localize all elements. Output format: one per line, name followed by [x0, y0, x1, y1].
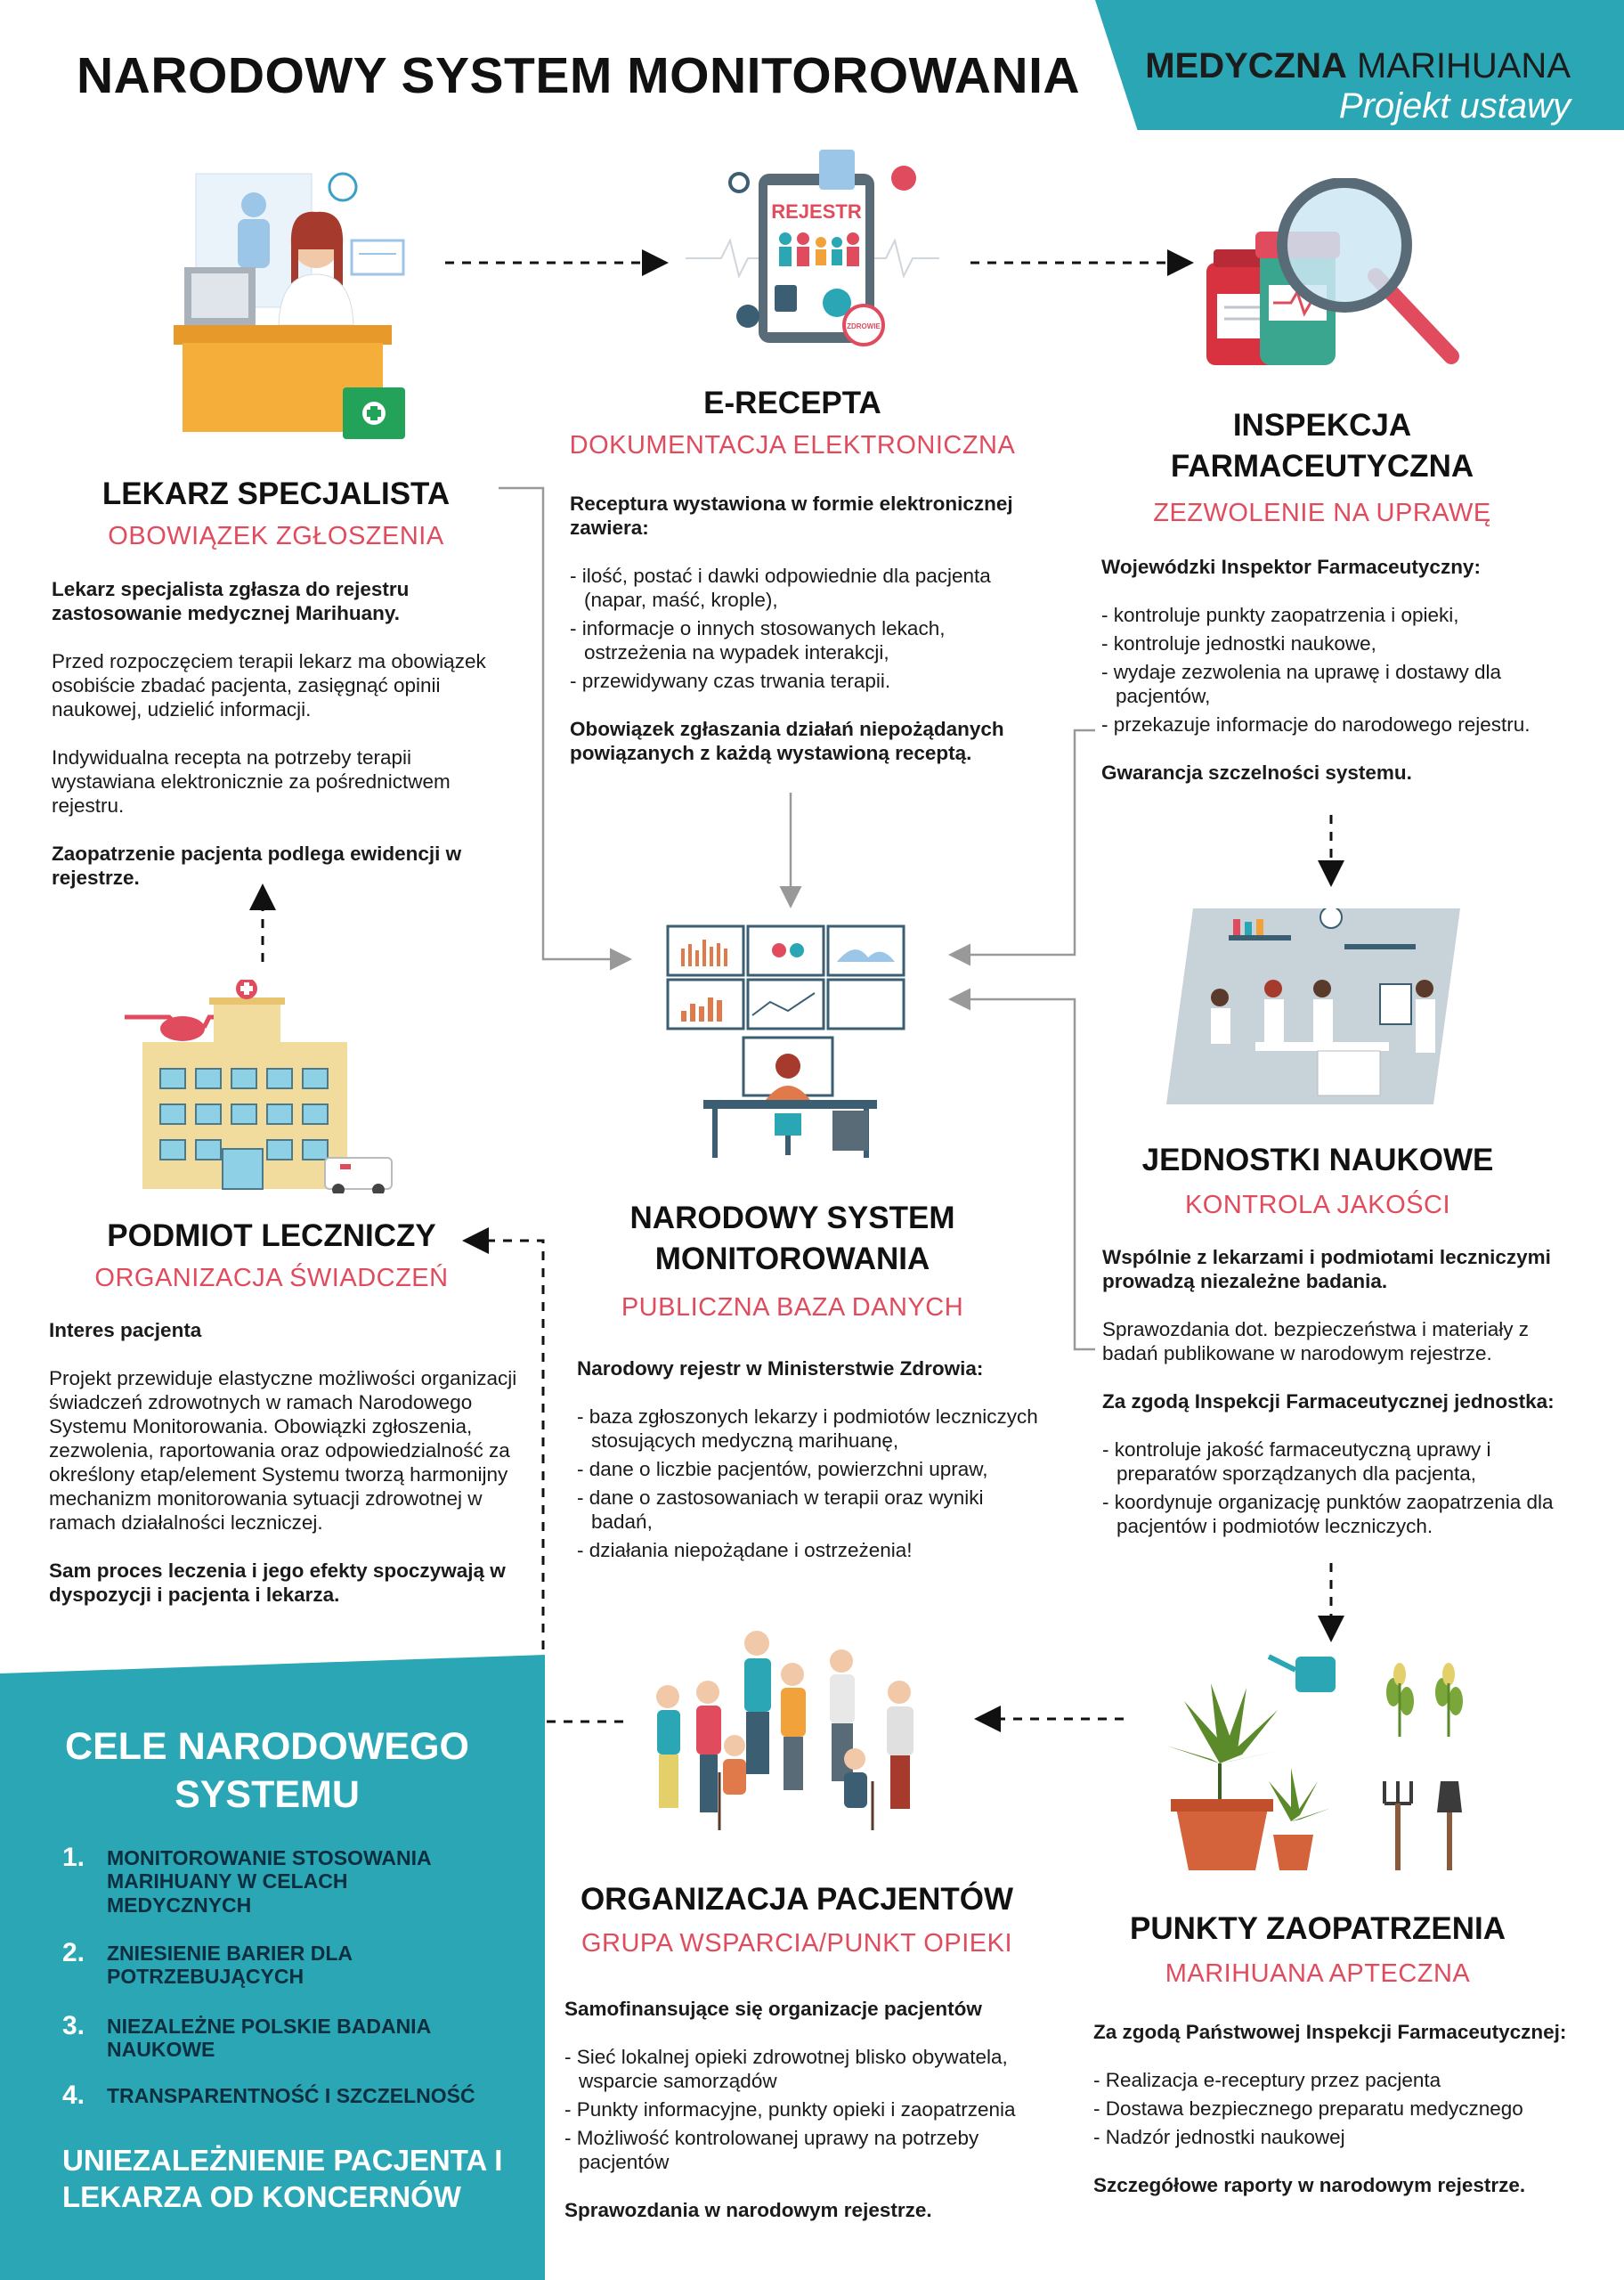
central-intro: Narodowy rejestr w Ministerstwie Zdrowia:	[577, 1357, 984, 1380]
corner-title-rest: MARIHUANA	[1346, 46, 1571, 86]
erecepta-item: - ilość, postać i dawki odpowiednie dla pacjenta (napar, maść, krople),	[570, 564, 1051, 612]
jednostki-item: - koordynuje organizację punktów zaopatrzenia dla pacjentów i podmiotów leczniczych.	[1102, 1490, 1583, 1538]
lekarz-body	[52, 577, 515, 914]
jednostki-p1: Wspólnie z lekarzami i podmiotami leczniczymi prowadzą niezależne badania.	[1102, 1246, 1551, 1292]
punkty-item: - Dostawa bezpiecznego preparatu medycznego	[1093, 2097, 1592, 2121]
jednostki-title: JEDNOSTKI NAUKOWE	[1141, 1143, 1494, 1177]
laboratory-icon	[1166, 908, 1460, 1104]
podmiot-subtitle: ORGANIZACJA ŚWIADCZEŃ	[94, 1264, 449, 1292]
punkty-title: PUNKTY ZAOPATRZENIA	[1130, 1911, 1506, 1946]
lekarz-title: LEKARZ SPECJALISTA	[102, 476, 451, 511]
goal-text: MONITOROWANIE STOSOWANIA MARIHUANY W CELACH MEDYCZNYCH	[107, 1846, 431, 1917]
central-body	[577, 1356, 1040, 1586]
jednostki-subtitle: KONTROLA JAKOŚCI	[1184, 1191, 1451, 1219]
corner-subtitle: Projekt ustawy	[1338, 86, 1571, 126]
organizacja-intro: Samofinansujące się organizacje pacjentów	[564, 1998, 982, 2020]
goal-text: TRANSPARENTNOŚĆ I SZCZELNOŚĆ	[107, 2084, 475, 2107]
tablet-register-icon	[686, 142, 944, 374]
inspekcja-item: - przekazuje informacje do narodowego rejestru.	[1101, 712, 1582, 737]
erecepta-item: - przewidywany czas trwania terapii.	[570, 669, 1051, 693]
inspekcja-item: - kontroluje punkty zaopatrzenia i opieki,	[1101, 603, 1582, 627]
podmiot-p1: Interes pacjenta	[49, 1319, 202, 1341]
organizacja-subtitle: GRUPA WSPARCIA/PUNKT OPIEKI	[581, 1929, 1013, 1958]
punkty-body	[1093, 2020, 1592, 2221]
central-item: - baza zgłoszonych lekarzy i podmiotów leczniczych stosujących medyczną marihuanę,	[577, 1405, 1040, 1453]
goal-number: 4.	[62, 2080, 85, 2110]
goal-item	[62, 1843, 481, 1917]
doctor-icon	[174, 169, 432, 445]
organizacja-item: - Możliwość kontrolowanej uprawy na potrzeby pacjentów	[564, 2126, 1063, 2174]
organizacja-outro: Sprawozdania w narodowym rejestrze.	[564, 2199, 932, 2221]
goal-text: NIEZALEŻNE POLSKIE BADANIA NAUKOWE	[107, 2015, 431, 2062]
erecepta-subtitle: DOKUMENTACJA ELEKTRONICZNA	[569, 431, 1016, 460]
podmiot-title: PODMIOT LECZNICZY	[107, 1218, 436, 1253]
punkty-subtitle: MARIHUANA APTECZNA	[1165, 1959, 1471, 1988]
lekarz-subtitle: OBOWIĄZEK ZGŁOSZENIA	[108, 522, 444, 550]
goal-text: ZNIESIENIE BARIER DLA POTRZEBUJĄCYCH	[107, 1942, 353, 1989]
inspekcja-item: - wydaje zezwolenia na uprawę i dostawy dla pacjentów,	[1101, 660, 1582, 708]
goals-footer: UNIEZALEŻNIENIE PACJENTA I LEKARZA OD KONCERNÓW	[62, 2144, 503, 2214]
podmiot-p2: Projekt przewiduje elastyczne możliwości organizacji świadczeń zdrowotnych w ramach Narodowego Systemu Monitorowania. Obowiązki zgłoszenia, zezwolenia, raportowania oraz odpowiedzialność za określony etap/element Systemu tworzą harmonijny mechanizm monitorowania sytuacji zdrowotnej w ramach działalności leczniczej.	[49, 1367, 517, 1534]
goal-number: 1.	[62, 1843, 85, 1872]
podmiot-p3: Sam proces leczenia i jego efekty spoczywają w dyspozycji i pacjenta i lekarza.	[49, 1559, 506, 1606]
lekarz-p1: Lekarz specjalista zgłasza do rejestru zastosowanie medycznej Marihuany.	[52, 578, 410, 624]
punkty-outro: Szczegółowe raporty w narodowym rejestrze.	[1093, 2174, 1526, 2196]
plants-tools-icon	[1157, 1648, 1478, 1870]
hospital-icon	[125, 980, 410, 1193]
central-item: - dane o liczbie pacjentów, powierzchni upraw,	[577, 1457, 1040, 1481]
erecepta-title: E-RECEPTA	[703, 386, 881, 420]
patients-group-icon	[641, 1630, 944, 1835]
erecepta-item: - informacje o innych stosowanych lekach, ostrzeżenia na wypadek interakcji,	[570, 616, 1051, 664]
inspekcja-item: - kontroluje jednostki naukowe,	[1101, 631, 1582, 656]
inspekcja-title	[1100, 405, 1545, 486]
inspekcja-body	[1101, 555, 1582, 809]
erecepta-intro: Receptura wystawiona w formie elektronicznej zawiera:	[570, 493, 1013, 539]
jednostki-body	[1102, 1245, 1583, 1562]
organizacja-body	[564, 1997, 1063, 2246]
inspekcja-intro: Wojewódzki Inspektor Farmaceutyczny:	[1101, 556, 1481, 578]
health-badge: ZDROWIE	[847, 322, 881, 330]
register-label: REJESTR	[771, 200, 862, 223]
punkty-item: - Nadzór jednostki naukowej	[1093, 2125, 1592, 2149]
central-title-line1: NARODOWY SYSTEM	[629, 1201, 955, 1235]
corner-title-bold: MEDYCZNA	[1145, 46, 1347, 86]
page-title: NARODOWY SYSTEM MONITOROWANIA	[77, 47, 1081, 104]
podmiot-body	[49, 1318, 521, 1631]
jednostki-item: - kontroluje jakość farmaceutyczną uprawy i preparatów sporządzanych dla pacjenta,	[1102, 1437, 1583, 1486]
jednostki-intro: Za zgodą Inspekcji Farmaceutycznej jednostka:	[1102, 1390, 1555, 1413]
lekarz-p2: Przed rozpoczęciem terapii lekarz ma obowiązek osobiście zbadać pacjenta, zasięgnąć opinii naukowej, udzielić informacji.	[52, 650, 486, 721]
organizacja-item: - Sieć lokalnej opieki zdrowotnej blisko obywatela, wsparcie samorządów	[564, 2045, 1063, 2093]
central-title-line2: MONITOROWANIA	[654, 1241, 930, 1276]
goal-number: 2.	[62, 1938, 85, 1967]
erecepta-outro: Obowiązek zgłaszania działań niepożądanych powiązanych z każdą wystawioną receptą.	[570, 718, 1004, 764]
magnifier-bottles-icon	[1198, 178, 1465, 374]
central-subtitle: PUBLICZNA BAZA DANYCH	[621, 1293, 964, 1322]
erecepta-body	[570, 492, 1051, 789]
jednostki-p2: Sprawozdania dot. bezpieczeństwa i materiały z badań publikowane w narodowym rejestrze.	[1102, 1318, 1529, 1364]
inspekcja-title-line2: FARMACEUTYCZNA	[1170, 448, 1474, 484]
lekarz-p4: Zaopatrzenie pacjenta podlega ewidencji w rejestrze.	[52, 843, 462, 889]
central-title	[570, 1198, 1015, 1279]
punkty-intro: Za zgodą Państwowej Inspekcji Farmaceutycznej:	[1093, 2021, 1567, 2043]
goals-title: CELE NARODOWEGO SYSTEMU	[65, 1725, 469, 1816]
organizacja-item: - Punkty informacyjne, punkty opieki i zaopatrzenia	[564, 2097, 1063, 2121]
organizacja-title: ORGANIZACJA PACJENTÓW	[580, 1882, 1014, 1917]
goal-item	[62, 1938, 481, 1989]
inspekcja-subtitle: ZEZWOLENIE NA UPRAWĘ	[1153, 499, 1491, 527]
lekarz-p3: Indywidualna recepta na potrzeby terapii wystawiana elektronicznie za pośrednictwem rejestru.	[52, 746, 451, 817]
central-item: - działania niepożądane i ostrzeżenia!	[577, 1538, 1040, 1562]
monitoring-station-icon	[663, 922, 913, 1162]
punkty-item: - Realizacja e-receptury przez pacjenta	[1093, 2068, 1592, 2092]
goal-number: 3.	[62, 2011, 85, 2040]
goal-item	[62, 2080, 481, 2110]
inspekcja-outro: Gwarancja szczelności systemu.	[1101, 761, 1412, 784]
goal-item	[62, 2011, 481, 2062]
central-item: - dane o zastosowaniach w terapii oraz wyniki badań,	[577, 1486, 1040, 1534]
inspekcja-title-line1: INSPEKCJA	[1232, 408, 1412, 443]
